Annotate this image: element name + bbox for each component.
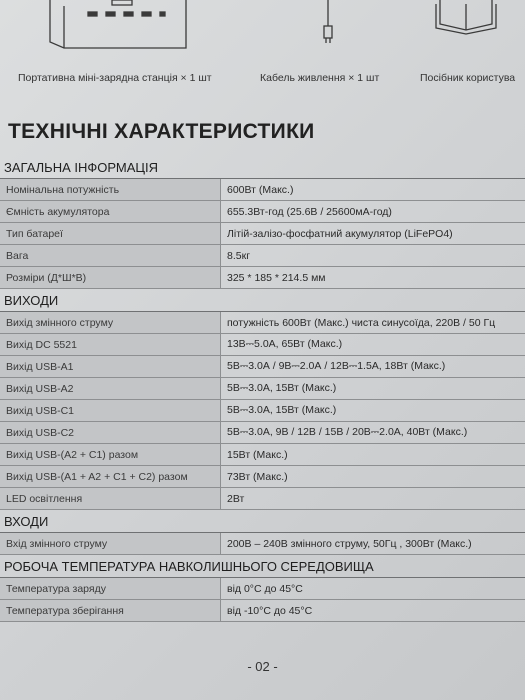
spec-label: Вихід USB-C1 bbox=[0, 400, 221, 422]
spec-label: Тип батареї bbox=[0, 223, 221, 245]
spec-row bbox=[0, 201, 525, 223]
spec-row bbox=[0, 378, 525, 400]
spec-label: Вихід USB-(A2 + C1) разом bbox=[0, 444, 221, 466]
power-station-illustration bbox=[50, 0, 186, 48]
user-manual-illustration bbox=[436, 0, 496, 34]
spec-value: від 0°С до 45°С bbox=[221, 578, 525, 600]
section-heading-general: ЗАГАЛЬНА ІНФОРМАЦІЯ bbox=[0, 156, 525, 179]
spec-row bbox=[0, 356, 525, 378]
spec-value: 655.3Вт-год (25.6В / 25600мА-год) bbox=[221, 201, 525, 223]
spec-label: Вихід USB-A1 bbox=[0, 356, 221, 378]
spec-value: 8.5кг bbox=[221, 245, 525, 267]
section-heading-outputs: ВИХОДИ bbox=[0, 289, 525, 312]
package-illustrations bbox=[0, 0, 525, 62]
spec-row bbox=[0, 267, 525, 289]
spec-value: 600Вт (Макс.) bbox=[221, 179, 525, 201]
spec-row bbox=[0, 245, 525, 267]
spec-label: Вихід USB-(A1 + A2 + C1 + C2) разом bbox=[0, 466, 221, 488]
spec-value: 200В – 240В змінного струму, 50Гц , 300Вт (Макс.) bbox=[221, 533, 525, 555]
spec-value: 13В⎓5.0А, 65Вт (Макс.) bbox=[221, 334, 525, 356]
spec-label: Ємність акумулятора bbox=[0, 201, 221, 223]
spec-row bbox=[0, 334, 525, 356]
section-heading-temperature: РОБОЧА ТЕМПЕРАТУРА НАВКОЛИШНЬОГО СЕРЕДОВИЩА bbox=[0, 555, 525, 578]
spec-value: 15Вт (Макс.) bbox=[221, 444, 525, 466]
spec-label: LED освітлення bbox=[0, 488, 221, 510]
spec-value: 73Вт (Макс.) bbox=[221, 466, 525, 488]
spec-table bbox=[0, 156, 525, 622]
spec-row bbox=[0, 223, 525, 245]
spec-row bbox=[0, 444, 525, 466]
spec-label: Вага bbox=[0, 245, 221, 267]
package-item-cable: Кабель живлення × 1 шт bbox=[260, 72, 380, 84]
spec-label: Вихід змінного струму bbox=[0, 312, 221, 334]
spec-value: від -10°С до 45°С bbox=[221, 600, 525, 622]
spec-label: Температура зберігання bbox=[0, 600, 221, 622]
spec-row bbox=[0, 533, 525, 555]
spec-label: Температура заряду bbox=[0, 578, 221, 600]
spec-label: Розміри (Д*Ш*В) bbox=[0, 267, 221, 289]
page-title: ТЕХНІЧНІ ХАРАКТЕРИСТИКИ bbox=[8, 120, 315, 143]
spec-value: потужність 600Вт (Макс.) чиста синусоїда, 220В / 50 Гц bbox=[221, 312, 525, 334]
spec-label: Вихід USB-A2 bbox=[0, 378, 221, 400]
spec-value: Літій-залізо-фосфатний акумулятор (LiFePO4) bbox=[221, 223, 525, 245]
spec-row bbox=[0, 179, 525, 201]
spec-value: 5В⎓3.0А, 9В / 12В / 15В / 20В⎓2.0А, 40Вт (Макс.) bbox=[221, 422, 525, 444]
spec-value: 5В⎓3.0А, 15Вт (Макс.) bbox=[221, 378, 525, 400]
page-number: - 02 - bbox=[247, 659, 278, 674]
spec-label: Вхід змінного струму bbox=[0, 533, 221, 555]
power-cable-illustration bbox=[324, 0, 332, 43]
spec-row bbox=[0, 578, 525, 600]
spec-row bbox=[0, 488, 525, 510]
spec-value: 5В⎓3.0А, 15Вт (Макс.) bbox=[221, 400, 525, 422]
spec-row bbox=[0, 422, 525, 444]
spec-label: Номінальна потужність bbox=[0, 179, 221, 201]
spec-row bbox=[0, 312, 525, 334]
spec-value: 2Вт bbox=[221, 488, 525, 510]
package-item-manual: Посібник користува bbox=[420, 72, 516, 84]
spec-label: Вихід DC 5521 bbox=[0, 334, 221, 356]
spec-row bbox=[0, 400, 525, 422]
spec-label: Вихід USB-C2 bbox=[0, 422, 221, 444]
package-item-station: Портативна міні-зарядна станція × 1 шт bbox=[18, 72, 212, 84]
spec-row bbox=[0, 600, 525, 622]
spec-row bbox=[0, 466, 525, 488]
section-heading-inputs: ВХОДИ bbox=[0, 510, 525, 533]
spec-value: 5В⎓3.0А / 9В⎓2.0А / 12В⎓1.5А, 18Вт (Макс.) bbox=[221, 356, 525, 378]
spec-value: 325 * 185 * 214.5 мм bbox=[221, 267, 525, 289]
